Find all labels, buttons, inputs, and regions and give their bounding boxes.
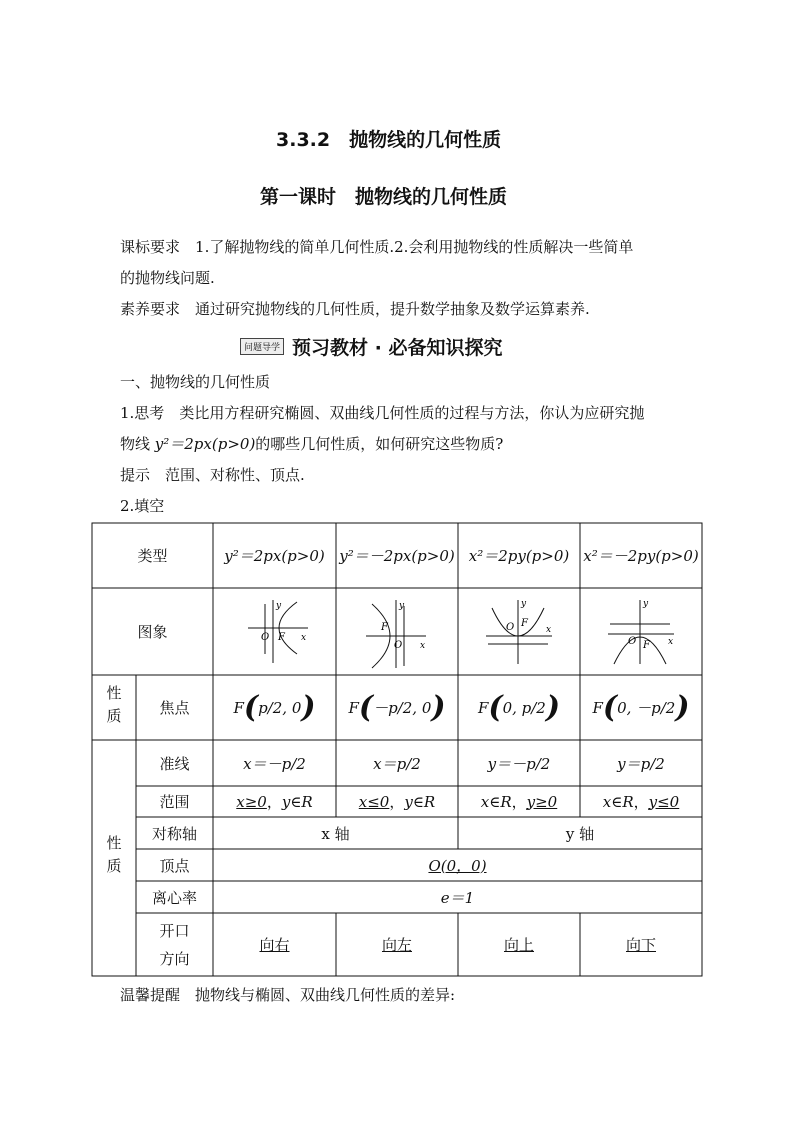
header-opening-2: 方向 <box>159 949 190 968</box>
range-4-a: x∈R <box>602 792 634 811</box>
graph2-y: y <box>399 601 405 611</box>
equation-2: y²＝－2px(p>0) <box>339 547 455 565</box>
range-2-b: y∈R <box>404 792 436 811</box>
directrix-1: x＝－p/2 <box>243 754 306 773</box>
focus-2-b: 0 <box>421 698 432 717</box>
graph1-o: O <box>261 632 270 643</box>
focus-3-b: p/2 <box>521 698 546 717</box>
equation-1: y²＝2px(p>0) <box>224 547 325 565</box>
graph3-x: x <box>546 625 552 635</box>
header-axis: 对称轴 <box>151 824 197 843</box>
section-title: 3.3.2 抛物线的几何性质 <box>276 129 502 151</box>
graph3-f: F <box>521 618 528 629</box>
header-opening <box>136 913 213 976</box>
graph2-x: x <box>420 641 426 651</box>
graph-up-opening <box>458 588 580 675</box>
range-1-a: x≥0 <box>236 792 267 811</box>
range-3-a: x∈R <box>480 792 512 811</box>
focus-3-label: F <box>477 698 489 717</box>
graph4-x: x <box>668 637 674 647</box>
opening-4: 向下 <box>625 936 656 954</box>
focus-3: F ( 0 , p/2 ) <box>477 689 561 725</box>
graph4-o: O <box>628 636 637 647</box>
graph-left-opening <box>336 588 458 675</box>
focus-2-label: F <box>348 698 359 717</box>
hint-text: 范围、对称性、顶点. <box>165 466 305 484</box>
reminder-label: 温馨提醒 <box>120 986 181 1004</box>
eccentricity-value: e＝1 <box>440 888 475 907</box>
reminder-line <box>120 980 455 1011</box>
directrix-2: x＝p/2 <box>373 754 421 773</box>
graph3-o: O <box>506 622 515 633</box>
focus-4-b: －p/2 <box>636 699 676 717</box>
part1-heading: 一、抛物线的几何性质 <box>120 373 271 391</box>
requirement-text-1b: 的抛物线问题. <box>120 269 215 287</box>
axis-y: y 轴 <box>565 824 595 843</box>
opening-1: 向右 <box>259 936 290 954</box>
graph1-f: F <box>278 632 285 643</box>
header-property-1: 性质 <box>104 684 123 731</box>
banner-title: 预习教材 · 必备知识探究 <box>292 337 503 359</box>
focus-4: F ( 0 , －p/2 ) <box>592 689 690 725</box>
range-4-b: y≤0 <box>648 792 680 811</box>
range-3: x∈R ， y≥0 <box>480 792 558 811</box>
think-equation: y²＝2px(p>0) <box>154 435 256 453</box>
graph2-o: O <box>394 640 403 651</box>
think-text-b-post: 的哪些几何性质，如何研究这些物质? <box>255 435 504 453</box>
header-vertex: 顶点 <box>159 856 190 875</box>
header-focus: 焦点 <box>159 699 190 717</box>
graph4-f: F <box>643 640 650 651</box>
think-text-a: 类比用方程研究椭圆、双曲线几何性质的过程与方法，你认为应研究抛 <box>179 404 645 422</box>
requirement-text-1a: 1.了解抛物线的简单几何性质.2.会利用抛物线的性质解决一些简单 <box>195 238 634 256</box>
focus-4-a: 0 <box>617 698 627 717</box>
equation-3: x²＝2py(p>0) <box>468 547 570 565</box>
reminder-text: 抛物线与椭圆、双曲线几何性质的差异: <box>195 986 456 1004</box>
think-label: 1.思考 <box>120 404 165 422</box>
range-2-a: x≤0 <box>358 792 390 811</box>
range-2: x≤0 ， y∈R <box>358 792 436 811</box>
range-1: x≥0 ， y∈R <box>236 792 313 811</box>
header-graph: 图象 <box>137 623 168 641</box>
range-3-b: y≥0 <box>526 792 558 811</box>
graph-down-opening <box>580 588 702 675</box>
focus-2-a: －p/2 <box>373 699 413 717</box>
focus-3-a: 0 <box>502 698 513 717</box>
header-opening-1: 开口 <box>159 921 190 940</box>
think-text-b-pre: 物线 <box>120 435 155 453</box>
graph-right-opening <box>213 588 336 675</box>
banner-tag: 问题导学 <box>240 338 284 355</box>
fill-label: 2.填空 <box>120 497 165 515</box>
hint-label: 提示 <box>120 466 151 484</box>
range-4: x∈R ， y≤0 <box>602 792 680 811</box>
directrix-4: y＝p/2 <box>617 754 665 773</box>
graph1-y: y <box>276 601 282 611</box>
directrix-3: y＝－p/2 <box>487 754 551 773</box>
graph1-x: x <box>301 633 307 643</box>
focus-1: F ( p/2 , 0 ) <box>233 689 316 725</box>
lesson-title: 第一课时 抛物线的几何性质 <box>260 186 508 208</box>
graph2-f: F <box>381 622 388 633</box>
requirement-text-2: 通过研究抛物线的几何性质，提升数学抽象及数学运算素养. <box>195 300 590 318</box>
focus-1-label: F <box>233 698 244 717</box>
focus-1-a: p/2 <box>258 698 283 717</box>
focus-2: F ( －p/2 , 0 ) <box>348 689 446 725</box>
header-type: 类型 <box>137 547 168 565</box>
header-directrix: 准线 <box>159 754 190 773</box>
equation-4: x²＝－2py(p>0) <box>583 547 699 565</box>
focus-1-b: 0 <box>291 698 302 717</box>
opening-2: 向左 <box>381 936 412 954</box>
header-range: 范围 <box>159 793 190 811</box>
range-1-b: y∈R <box>281 792 313 811</box>
requirement-label-2: 素养要求 <box>120 300 181 318</box>
opening-3: 向上 <box>503 936 534 954</box>
requirement-label-1: 课标要求 <box>120 238 181 256</box>
graph4-y: y <box>643 599 649 609</box>
vertex-value: O(0，0) <box>428 856 487 875</box>
axis-x: x 轴 <box>321 824 350 843</box>
focus-4-label: F <box>592 698 603 717</box>
header-eccentricity: 离心率 <box>151 888 197 907</box>
header-property-2: 性质 <box>104 835 123 881</box>
graph3-y: y <box>521 599 527 609</box>
